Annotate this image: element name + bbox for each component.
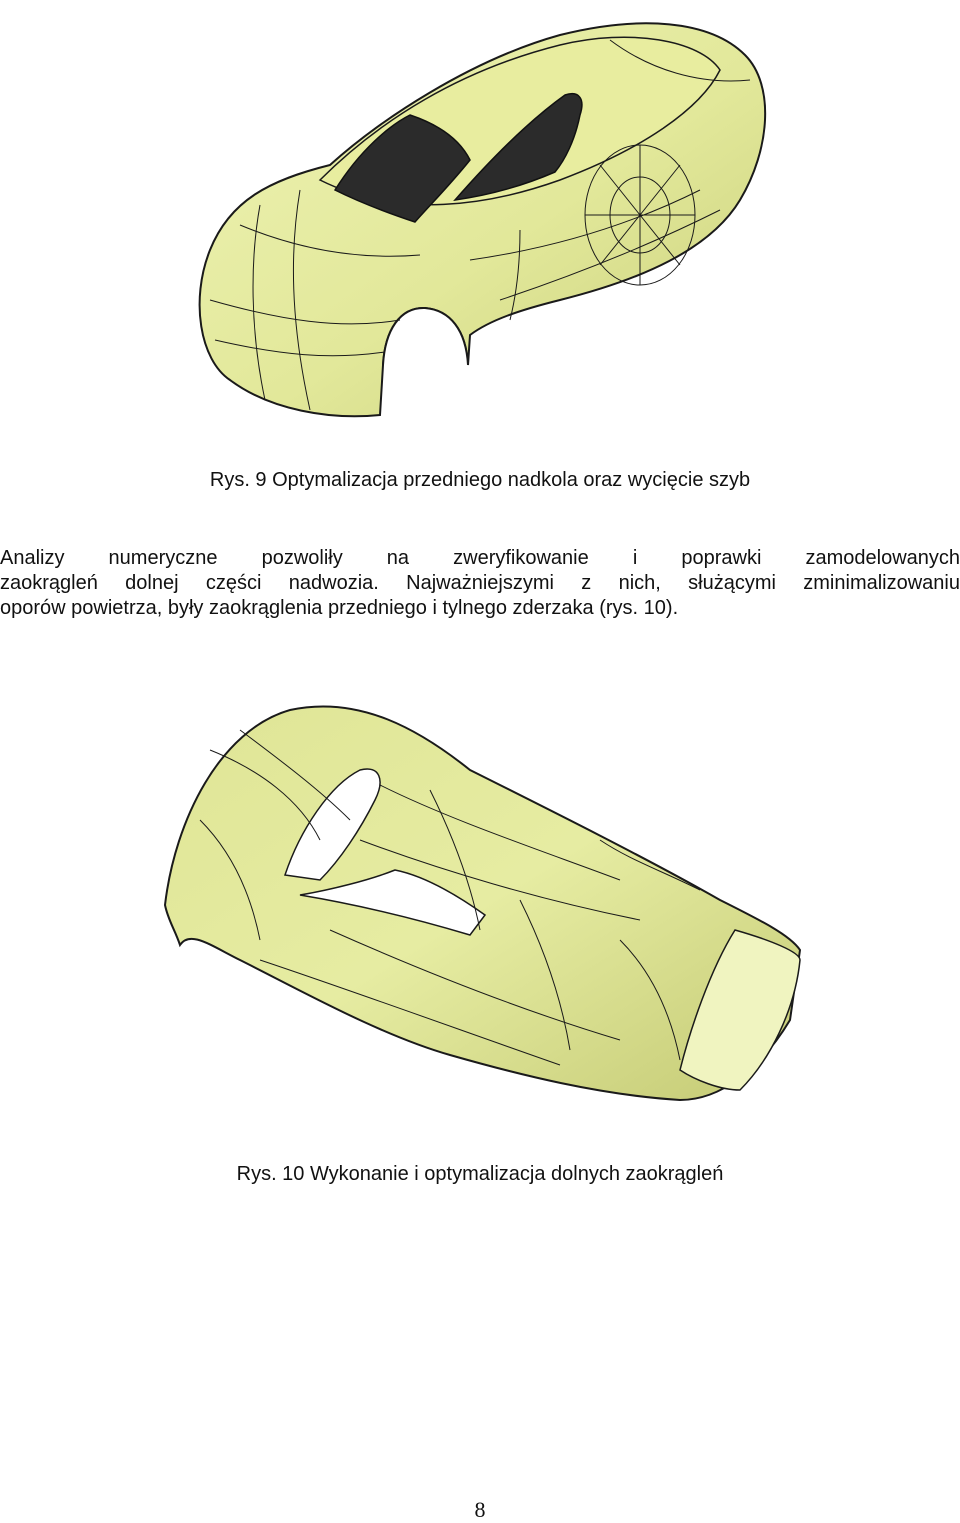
paragraph-line: Analizy numeryczne pozwoliły na zweryfikowanie i poprawki zamodelowanych <box>0 547 960 569</box>
paragraph-line: oporów powietrza, były zaokrąglenia przedniego i tylnego zderzaka (rys. 10). <box>0 597 679 619</box>
car-body-render-bottom <box>0 690 960 1150</box>
figure-caption-rys-10: Rys. 10 Wykonanie i optymalizacja dolnych zaokrągleń <box>236 1163 724 1185</box>
paragraph-line: zaokrągleń dolnej części nadwozia. Najważniejszymi z nich, służącymi zminimalizowaniu <box>0 572 960 594</box>
figure-caption-rys-9: Rys. 9 Optymalizacja przedniego nadkola oraz wycięcie szyb <box>209 469 751 491</box>
figure-car-body-top <box>0 0 960 450</box>
body-paragraph <box>0 546 960 621</box>
figure-car-body-bottom <box>0 690 960 1150</box>
car-body-render-top <box>0 0 960 450</box>
page-number: 8 <box>474 1497 486 1522</box>
